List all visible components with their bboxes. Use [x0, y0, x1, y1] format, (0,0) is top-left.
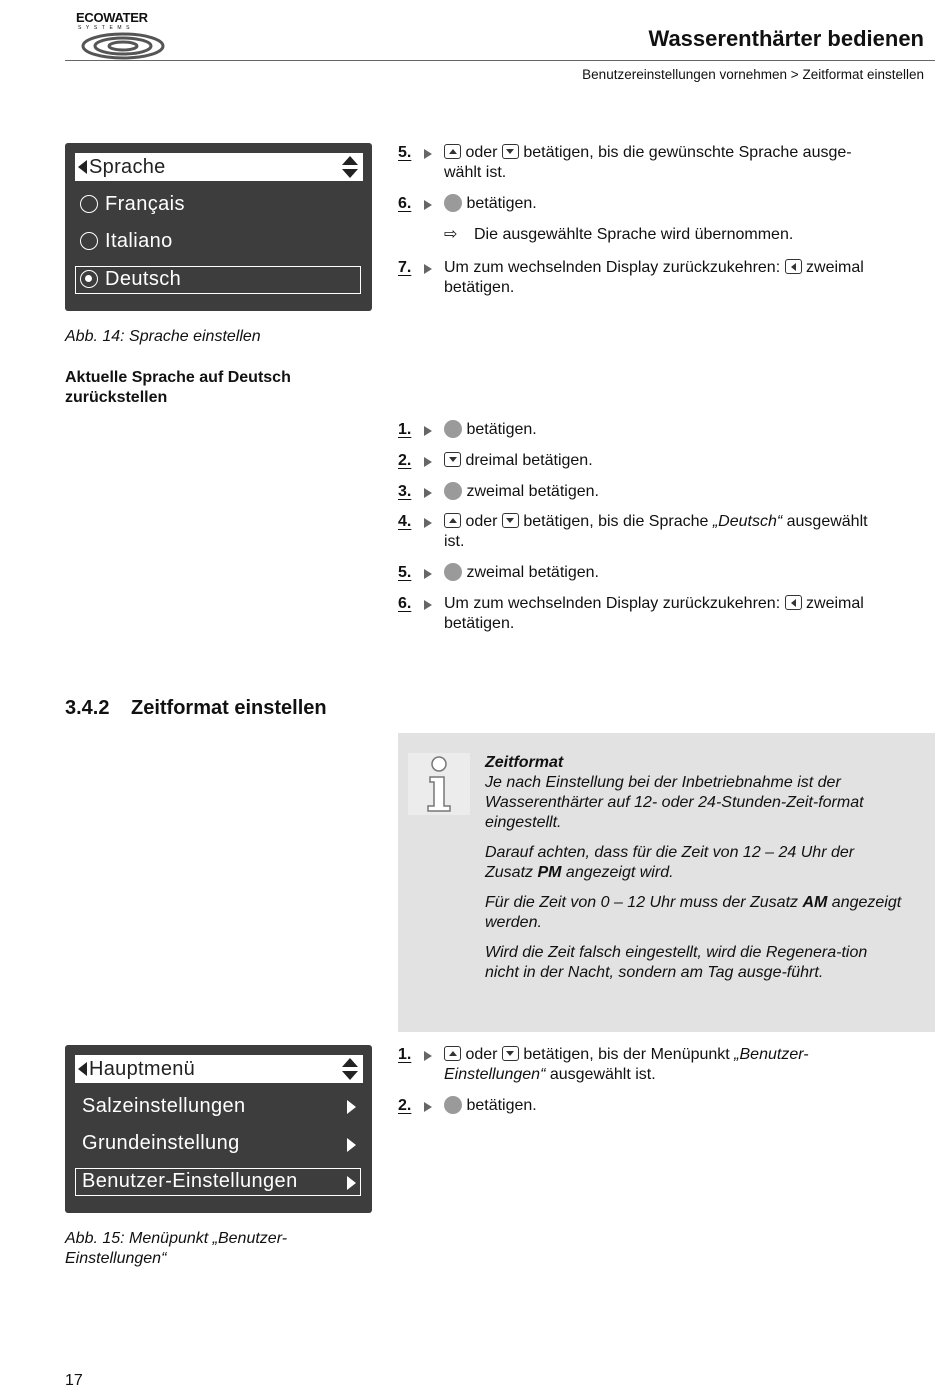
- step-b-2: [398, 451, 938, 471]
- up-down-arrows-icon: [342, 1058, 358, 1080]
- ok-button-icon: [444, 563, 462, 581]
- step-b-6: [398, 594, 938, 634]
- step-number: 7.: [398, 259, 412, 276]
- ok-button-icon: [444, 420, 462, 438]
- lcd-title: Hauptmenü: [89, 1058, 196, 1080]
- step-number: 3.: [398, 483, 412, 500]
- step-text: oder: [461, 1046, 502, 1063]
- ok-button-icon: [444, 482, 462, 500]
- submenu-arrow-icon: [347, 1138, 356, 1152]
- ecowater-logo: [70, 10, 170, 60]
- info-note-box: [398, 733, 935, 1032]
- step-text: zweimal: [801, 595, 864, 612]
- step-text: ausgewählt ist.: [545, 1066, 656, 1083]
- breadcrumb: Benutzereinstellungen vornehmen > Zeitformat einstellen: [582, 67, 924, 82]
- note-paragraph-4: Wird die Zeit falsch eingestellt, wird die Regenera-tion nicht in der Nacht, sondern am Tag ausge-führt.: [485, 944, 868, 981]
- step-a-7: [398, 258, 938, 298]
- lcd-main-menu-display: [65, 1045, 372, 1213]
- step-text: ist.: [444, 533, 465, 550]
- lcd-option-francais: [80, 193, 185, 216]
- lcd-title: Sprache: [89, 156, 166, 178]
- step-text: zweimal betätigen.: [462, 564, 599, 581]
- option-label: Italiano: [105, 230, 173, 252]
- step-emphasis: „Benutzer-: [734, 1046, 809, 1063]
- info-icon: [408, 753, 470, 815]
- step-text: betätigen.: [462, 195, 537, 212]
- step-c-1: [398, 1045, 938, 1085]
- note-paragraph-1: Je nach Einstellung bei der Inbetriebnahme ist der Wasserenthärter auf 12- oder 24-Stunden-Zeit-format eingestellt.: [485, 774, 864, 831]
- section-title: Zeitformat einstellen: [131, 697, 327, 719]
- step-text: betätigen, bis der Menüpunkt: [518, 1046, 735, 1063]
- menu-label: Benutzer-Einstellungen: [82, 1170, 298, 1192]
- submenu-arrow-icon: [347, 1176, 356, 1190]
- up-button-icon: [444, 144, 461, 159]
- step-a-result: [398, 225, 938, 245]
- step-text: oder: [461, 144, 502, 161]
- result-text: Die ausgewählte Sprache wird übernommen.: [474, 226, 794, 243]
- step-b-3: [398, 482, 938, 502]
- note-title: Zeitformat: [485, 754, 564, 771]
- section-number: 3.4.2: [65, 697, 110, 719]
- lcd-option-deutsch: [80, 268, 181, 291]
- lcd-title-bar: [75, 1055, 363, 1083]
- step-number: 6.: [398, 195, 412, 212]
- submenu-arrow-icon: [347, 1100, 356, 1114]
- note-content: [485, 753, 905, 993]
- result-arrow-icon: ⇨: [444, 226, 458, 243]
- step-text: zweimal: [801, 259, 864, 276]
- note-text: angezeigt wird.: [561, 864, 674, 881]
- step-arrow-icon: [424, 1102, 432, 1112]
- step-a-6: [398, 194, 938, 214]
- section-heading: [65, 697, 327, 720]
- logo-swirl-icon: [78, 32, 168, 60]
- down-button-icon: [502, 513, 519, 528]
- step-arrow-icon: [424, 426, 432, 436]
- note-text: Für die Zeit von 0 – 12 Uhr muss der Zusatz: [485, 894, 803, 911]
- option-label: Deutsch: [105, 268, 182, 290]
- step-number: 5.: [398, 564, 412, 581]
- radio-selected-icon: [80, 270, 98, 288]
- note-am-emphasis: AM: [802, 894, 828, 911]
- step-arrow-icon: [424, 149, 432, 159]
- up-button-icon: [444, 513, 461, 528]
- step-arrow-icon: [424, 1051, 432, 1061]
- step-text: Um zum wechselnden Display zurückzukehren:: [444, 595, 785, 612]
- note-pm-emphasis: PM: [537, 864, 562, 881]
- step-arrow-icon: [424, 569, 432, 579]
- caption-line: Abb. 15: Menüpunkt „Benutzer-: [65, 1230, 288, 1247]
- up-down-arrows-icon: [342, 156, 358, 178]
- note-paragraph-3: [485, 893, 905, 933]
- lcd-menu-benutzer-einstellungen: [82, 1170, 298, 1193]
- back-button-icon: [785, 595, 802, 610]
- down-button-icon: [444, 452, 461, 467]
- back-arrow-icon: [78, 1062, 87, 1076]
- step-a-5: [398, 143, 938, 183]
- up-button-icon: [444, 1046, 461, 1061]
- step-arrow-icon: [424, 488, 432, 498]
- step-number: 1.: [398, 421, 412, 438]
- lcd-title-bar: [75, 153, 363, 181]
- step-text: betätigen.: [462, 421, 537, 438]
- step-arrow-icon: [424, 264, 432, 274]
- step-emphasis: „Deutsch“: [712, 513, 783, 530]
- step-text: zweimal betätigen.: [462, 483, 599, 500]
- step-text: oder: [461, 513, 502, 530]
- step-text: betätigen.: [444, 279, 515, 296]
- logo-subtext: SYSTEMS: [78, 25, 135, 31]
- back-button-icon: [785, 259, 802, 274]
- header-divider: [65, 60, 935, 61]
- step-text: betätigen.: [462, 1097, 537, 1114]
- down-button-icon: [502, 144, 519, 159]
- down-button-icon: [502, 1046, 519, 1061]
- figure-caption-15: [65, 1229, 287, 1269]
- step-arrow-icon: [424, 457, 432, 467]
- note-text: angezeigt werden.: [485, 894, 902, 931]
- step-b-5: [398, 563, 938, 583]
- radio-empty-icon: [80, 232, 98, 250]
- lcd-menu-salzeinstellungen: [82, 1095, 246, 1118]
- lcd-language-display: [65, 143, 372, 311]
- step-text: betätigen, bis die gewünschte Sprache ausge-: [518, 144, 852, 161]
- note-paragraph-2: [485, 843, 905, 883]
- step-b-4: [398, 512, 938, 552]
- menu-label: Salzeinstellungen: [82, 1095, 246, 1117]
- step-text: ausgewählt: [782, 513, 868, 530]
- caption-line: Einstellungen“: [65, 1250, 167, 1267]
- lcd-menu-grundeinstellung: [82, 1132, 240, 1155]
- step-c-2: [398, 1096, 938, 1116]
- step-text: Um zum wechselnden Display zurückzukehren:: [444, 259, 785, 276]
- logo-text: ECOWATER: [76, 10, 148, 25]
- page-header-title: Wasserenthärter bedienen: [648, 26, 924, 51]
- ok-button-icon: [444, 194, 462, 212]
- step-number: 1.: [398, 1046, 412, 1063]
- step-number: 4.: [398, 513, 412, 530]
- step-arrow-icon: [424, 200, 432, 210]
- step-number: 2.: [398, 452, 412, 469]
- step-b-1: [398, 420, 938, 440]
- menu-label: Grundeinstellung: [82, 1132, 240, 1154]
- figure-caption-14: Abb. 14: Sprache einstellen: [65, 328, 261, 345]
- step-number: 2.: [398, 1097, 412, 1114]
- step-text: wählt ist.: [444, 164, 507, 181]
- lcd-option-italiano: [80, 230, 173, 253]
- step-text: betätigen.: [444, 615, 515, 632]
- step-arrow-icon: [424, 600, 432, 610]
- step-emphasis: Einstellungen“: [444, 1066, 546, 1083]
- note-text: Darauf achten, dass für die Zeit von 12 – 24 Uhr der Zusatz: [485, 844, 855, 881]
- step-number: 5.: [398, 144, 412, 161]
- ok-button-icon: [444, 1096, 462, 1114]
- radio-empty-icon: [80, 195, 98, 213]
- step-number: 6.: [398, 595, 412, 612]
- option-label: Français: [105, 193, 185, 215]
- step-text: dreimal betätigen.: [461, 452, 593, 469]
- back-arrow-icon: [78, 160, 87, 174]
- subheading-reset-language: Aktuelle Sprache auf Deutsch zurückstellen: [65, 369, 291, 406]
- page-number: 17: [65, 1372, 83, 1389]
- step-text: betätigen, bis die Sprache: [518, 513, 713, 530]
- step-arrow-icon: [424, 518, 432, 528]
